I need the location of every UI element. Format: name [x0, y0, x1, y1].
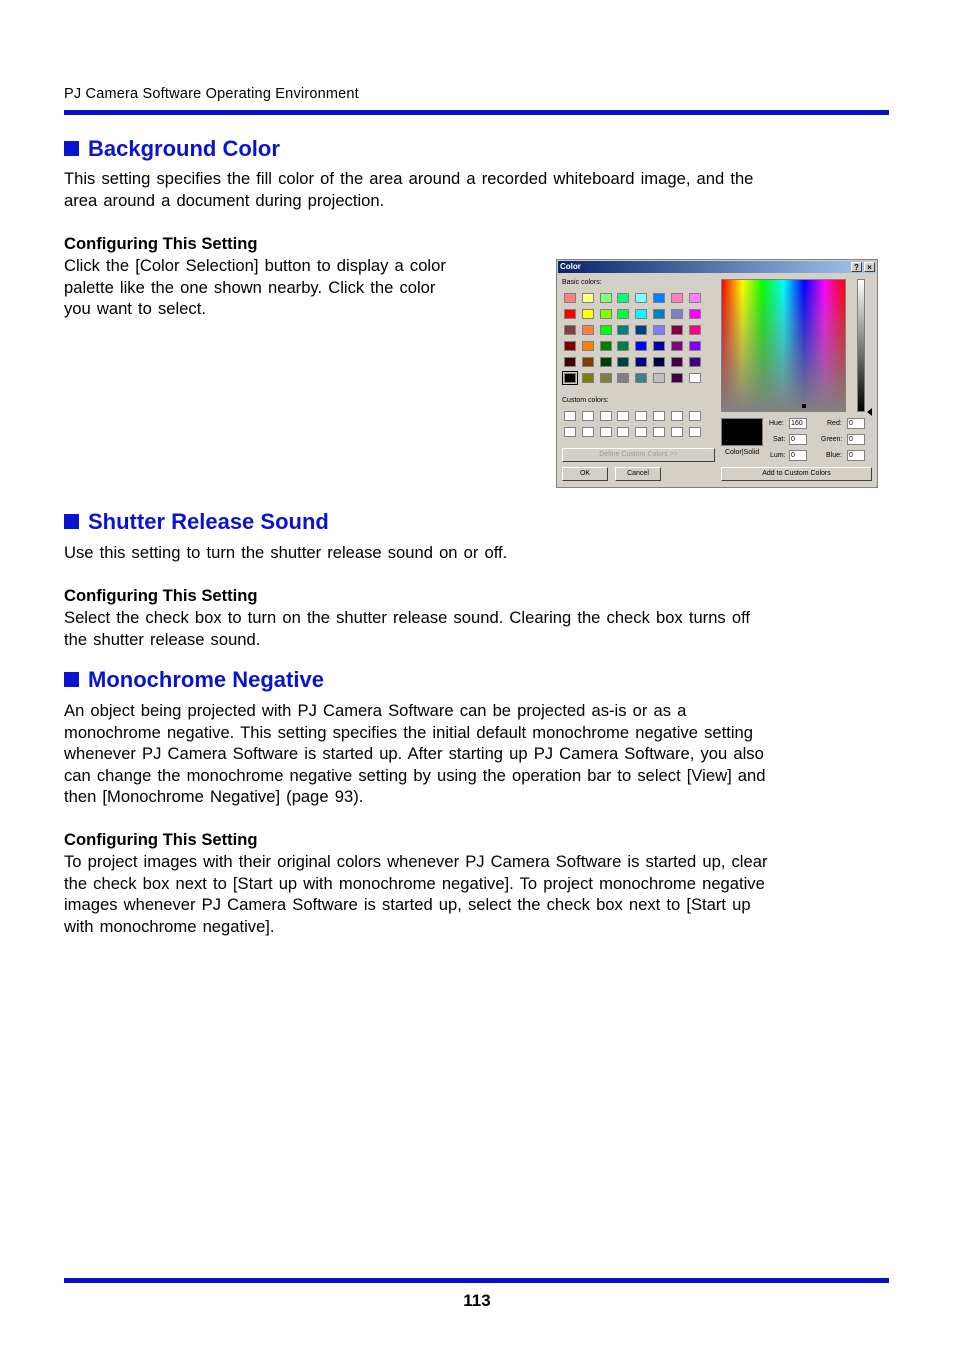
cancel-button[interactable]: Cancel: [615, 467, 661, 481]
basic-color-swatch[interactable]: [600, 293, 612, 303]
custom-color-swatch[interactable]: [689, 427, 701, 437]
custom-color-swatch[interactable]: [600, 411, 612, 421]
text-line: the shutter release sound.: [64, 629, 261, 649]
basic-color-swatch[interactable]: [635, 357, 647, 367]
text-line: Click the [Color Selection] button to display a color: [64, 256, 446, 275]
basic-color-swatch[interactable]: [600, 341, 612, 351]
define-custom-colors-button[interactable]: Define Custom Colors >>: [562, 448, 715, 462]
basic-color-swatch[interactable]: [582, 293, 594, 303]
basic-color-swatch[interactable]: [653, 309, 665, 319]
basic-color-swatch[interactable]: [671, 341, 683, 351]
basic-color-swatch[interactable]: [689, 357, 701, 367]
paragraph: [64, 851, 767, 937]
heading-text: Shutter Release Sound: [88, 509, 329, 534]
basic-color-swatch[interactable]: [600, 357, 612, 367]
text-line: To project images with their original colors whenever PJ Camera Software is started up, clear: [64, 852, 768, 871]
basic-color-swatch[interactable]: [671, 293, 683, 303]
crosshair-icon: [802, 404, 806, 408]
basic-color-swatch[interactable]: [617, 309, 629, 319]
section-heading-background-color: [64, 136, 280, 162]
color-preview: [721, 418, 763, 446]
basic-color-swatch[interactable]: [653, 373, 665, 383]
hue-field[interactable]: 160: [789, 418, 807, 429]
text-line: Select the check box to turn on the shutter release sound. Clearing the check box turns off: [64, 608, 750, 627]
text-line: can change the monochrome negative setting by using the operation bar to select [View] and: [64, 765, 766, 785]
basic-color-swatch[interactable]: [582, 341, 594, 351]
subheading: Configuring This Setting: [64, 830, 258, 849]
text-line: images whenever PJ Camera Software is started up, select the check box next to [Start up: [64, 895, 751, 915]
color-spectrum[interactable]: [721, 279, 846, 412]
basic-color-swatch[interactable]: [582, 357, 594, 367]
red-field[interactable]: 0: [847, 418, 865, 429]
subheading: Configuring This Setting: [64, 586, 258, 605]
custom-color-swatch[interactable]: [617, 411, 629, 421]
text-line: area around a document during projection.: [64, 190, 385, 210]
paragraph: [64, 168, 753, 211]
custom-color-swatch[interactable]: [671, 411, 683, 421]
colorsolid-label: Color|Solid: [725, 449, 760, 456]
lum-field[interactable]: 0: [789, 450, 807, 461]
sat-label: Sat:: [773, 436, 786, 443]
text-line: whenever PJ Camera Software is started up. After starting up PJ Camera Software, you also: [64, 744, 764, 764]
text-line: Use this setting to turn the shutter release sound on or off.: [64, 543, 508, 562]
basic-color-swatch[interactable]: [653, 341, 665, 351]
text-line: This setting specifies the fill color of the area around a recorded whiteboard image, and the: [64, 169, 754, 188]
footer-rule: [64, 1278, 889, 1283]
basic-color-swatch[interactable]: [617, 325, 629, 335]
custom-color-swatch[interactable]: [564, 427, 576, 437]
basic-color-swatch[interactable]: [671, 357, 683, 367]
custom-color-swatch[interactable]: [635, 427, 647, 437]
paragraph: [64, 607, 750, 650]
square-bullet-icon: [64, 141, 79, 156]
basic-colors-label: Basic colors:: [562, 279, 602, 286]
green-field[interactable]: 0: [847, 434, 865, 445]
text-line: then [Monochrome Negative] (page 93).: [64, 787, 364, 807]
paragraph: [64, 255, 446, 320]
basic-color-swatch[interactable]: [635, 293, 647, 303]
custom-color-swatch[interactable]: [582, 427, 594, 437]
basic-color-swatch[interactable]: [582, 309, 594, 319]
basic-color-swatch[interactable]: [689, 309, 701, 319]
basic-color-swatch[interactable]: [635, 309, 647, 319]
basic-color-swatch[interactable]: [600, 325, 612, 335]
blue-field[interactable]: 0: [847, 450, 865, 461]
hue-label: Hue:: [769, 420, 784, 427]
red-label: Red:: [827, 420, 842, 427]
slider-arrow-icon[interactable]: [867, 408, 872, 416]
custom-color-swatch[interactable]: [564, 411, 576, 421]
text-line: you want to select.: [64, 299, 206, 319]
luminance-slider[interactable]: [857, 279, 865, 412]
dialog-title: Color: [560, 262, 581, 271]
basic-color-swatch[interactable]: [671, 309, 683, 319]
green-label: Green:: [821, 436, 843, 443]
basic-color-swatch[interactable]: [653, 293, 665, 303]
page-number: 113: [463, 1291, 491, 1310]
basic-color-swatch[interactable]: [635, 341, 647, 351]
text-line: the check box next to [Start up with monochrome negative]. To project monochrome negative: [64, 873, 765, 893]
basic-color-swatch[interactable]: [689, 325, 701, 335]
basic-color-swatch[interactable]: [617, 341, 629, 351]
basic-color-swatch[interactable]: [689, 373, 701, 383]
custom-color-swatch[interactable]: [689, 411, 701, 421]
custom-color-swatch[interactable]: [635, 411, 647, 421]
custom-colors-label: Custom colors:: [562, 397, 609, 404]
paragraph: [64, 700, 765, 808]
basic-color-swatch[interactable]: [564, 373, 576, 383]
dialog-titlebar: [558, 261, 876, 273]
basic-color-swatch[interactable]: [635, 325, 647, 335]
basic-color-swatch[interactable]: [617, 293, 629, 303]
heading-text: Monochrome Negative: [88, 667, 324, 692]
basic-color-swatch[interactable]: [600, 309, 612, 319]
ok-button[interactable]: OK: [562, 467, 608, 481]
basic-color-swatch[interactable]: [617, 373, 629, 383]
heading-text: Background Color: [88, 136, 280, 161]
custom-color-swatch[interactable]: [617, 427, 629, 437]
basic-color-swatch[interactable]: [564, 357, 576, 367]
close-button[interactable]: ×: [864, 262, 875, 272]
custom-color-swatch[interactable]: [582, 411, 594, 421]
sat-field[interactable]: 0: [789, 434, 807, 445]
basic-color-swatch[interactable]: [582, 325, 594, 335]
subheading: Configuring This Setting: [64, 234, 258, 253]
basic-color-swatch[interactable]: [564, 325, 576, 335]
basic-color-swatch[interactable]: [600, 373, 612, 383]
custom-color-swatch[interactable]: [600, 427, 612, 437]
text-line: with monochrome negative].: [64, 916, 275, 936]
text-line: palette like the one shown nearby. Click the color: [64, 277, 436, 297]
running-header: PJ Camera Software Operating Environment: [64, 86, 359, 102]
basic-color-swatch[interactable]: [653, 325, 665, 335]
square-bullet-icon: [64, 514, 79, 529]
basic-color-swatch[interactable]: [564, 293, 576, 303]
help-button[interactable]: ?: [851, 262, 862, 272]
section-heading-monochrome-negative: [64, 667, 324, 693]
custom-color-swatch[interactable]: [653, 427, 665, 437]
basic-color-swatch[interactable]: [635, 373, 647, 383]
text-line: monochrome negative. This setting specifies the initial default monochrome negative setting: [64, 722, 753, 742]
header-rule: [64, 110, 889, 115]
custom-color-swatch[interactable]: [653, 411, 665, 421]
square-bullet-icon: [64, 672, 79, 687]
add-to-custom-colors-button[interactable]: Add to Custom Colors: [721, 467, 872, 481]
blue-label: Blue:: [826, 452, 842, 459]
basic-color-swatch[interactable]: [689, 341, 701, 351]
color-dialog: [556, 259, 878, 488]
basic-color-swatch[interactable]: [653, 357, 665, 367]
text-line: An object being projected with PJ Camera Software can be projected as-is or as a: [64, 701, 687, 720]
custom-color-swatch[interactable]: [671, 427, 683, 437]
lum-label: Lum:: [770, 452, 786, 459]
section-heading-shutter-release-sound: [64, 509, 329, 535]
basic-color-swatch[interactable]: [564, 309, 576, 319]
basic-color-swatch[interactable]: [689, 293, 701, 303]
basic-color-swatch[interactable]: [671, 325, 683, 335]
basic-color-swatch[interactable]: [582, 373, 594, 383]
basic-color-swatch[interactable]: [617, 357, 629, 367]
basic-color-swatch[interactable]: [671, 373, 683, 383]
paragraph: [64, 542, 507, 564]
basic-color-swatch[interactable]: [564, 341, 576, 351]
